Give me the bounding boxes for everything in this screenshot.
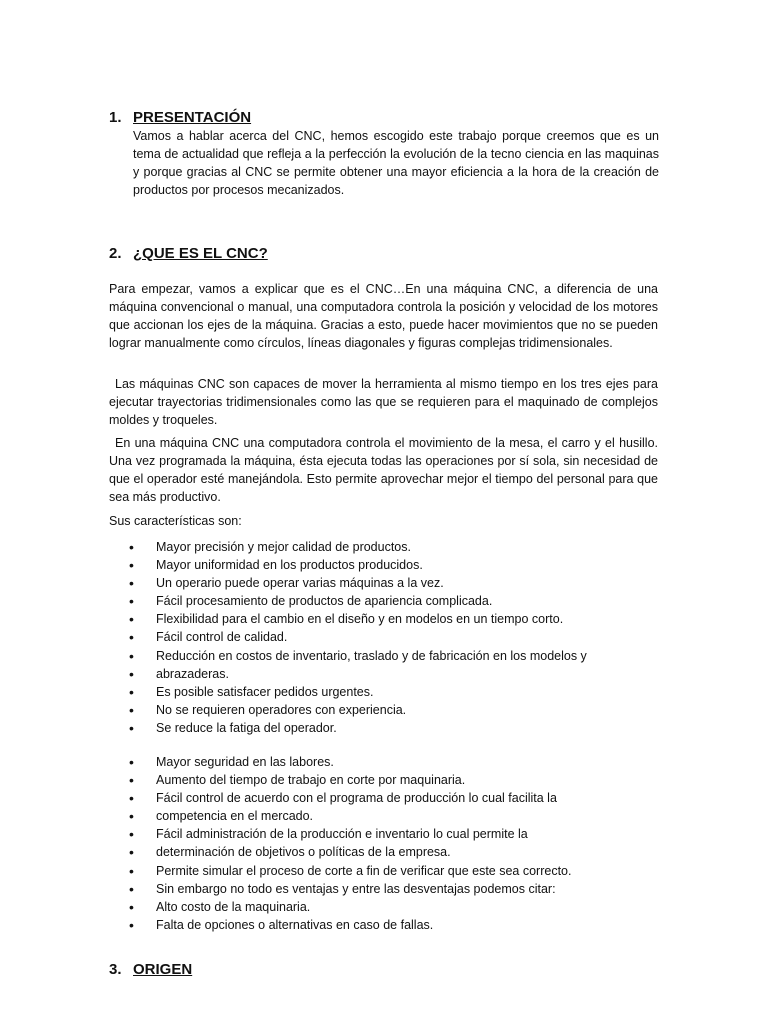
list-item: • Se reduce la fatiga del operador. bbox=[129, 719, 587, 737]
list-item: • Mayor precisión y mejor calidad de productos. bbox=[129, 538, 587, 556]
section-2-paragraph-1: Para empezar, vamos a explicar que es el CNC…En una máquina CNC, a diferencia de una máquina convencional o manual, una computadora controla la posición y velocidad de los motores que accionan los ejes de la máquina. Gracias a esto, puede hacer movimientos que no se pueden lograr manualmente como círculos, líneas diagonales y figuras complejas tridimensionales. bbox=[109, 282, 658, 350]
list-item: • No se requieren operadores con experiencia. bbox=[129, 701, 587, 719]
list-item: • Mayor uniformidad en los productos producidos. bbox=[129, 556, 587, 574]
list-item: • Mayor seguridad en las labores. bbox=[129, 753, 571, 771]
section-1-number: 1. bbox=[109, 109, 122, 126]
section-2-title: ¿QUE ES EL CNC? bbox=[133, 245, 268, 262]
list-item: • Fácil procesamiento de productos de apariencia complicada. bbox=[129, 592, 587, 610]
section-2-paragraph-3: En una máquina CNC una computadora controla el movimiento de la mesa, el carro y el husillo. Una vez programada la máquina, ésta ejecuta todas las operaciones por sí sola, sin necesidad de que el operador esté manejándola. Esto permite aprovechar mejor el tiempo del personal para que sea más productivo. bbox=[109, 436, 658, 504]
list-item: • Es posible satisfacer pedidos urgentes. bbox=[129, 683, 587, 701]
list-item: • Fácil control de calidad. bbox=[129, 628, 587, 646]
list-item: • Un operario puede operar varias máquinas a la vez. bbox=[129, 574, 587, 592]
list-item: • Flexibilidad para el cambio en el diseño y en modelos en un tiempo corto. bbox=[129, 610, 587, 628]
list-item: • determinación de objetivos o políticas de la empresa. bbox=[129, 843, 571, 861]
section-3-number: 3. bbox=[109, 961, 122, 978]
section-2-paragraph-2: Las máquinas CNC son capaces de mover la herramienta al mismo tiempo en los tres ejes para ejecutar trayectorias tridimensionales como las que se requieren para el maquinado de complejos moldes y troqueles. bbox=[109, 377, 658, 427]
section-1-heading bbox=[109, 109, 251, 126]
section-3-title: ORIGEN bbox=[133, 961, 193, 978]
section-1-title: PRESENTACIÓN bbox=[133, 109, 252, 126]
list-item: • Alto costo de la maquinaria. bbox=[129, 898, 571, 916]
section-2-number: 2. bbox=[109, 245, 122, 262]
list-item: • Fácil administración de la producción e inventario lo cual permite la bbox=[129, 825, 571, 843]
list-item: • Sin embargo no todo es ventajas y entre las desventajas podemos citar: bbox=[129, 880, 571, 898]
list-item: • Permite simular el proceso de corte a fin de verificar que este sea correcto. bbox=[129, 862, 571, 880]
list-item: • Aumento del tiempo de trabajo en corte por maquinaria. bbox=[129, 771, 571, 789]
list-item: • abrazaderas. bbox=[129, 665, 587, 683]
section-1-paragraph: Vamos a hablar acerca del CNC, hemos escogido este trabajo porque creemos que es un tema de actualidad que refleja a la perfección la evolución de la tecno ciencia en las maquinas y porque gracias al CNC se permite obtener una mayor eficiencia a la hora de la creación de productos por procesos mecanizados. bbox=[133, 129, 659, 197]
list-item: • competencia en el mercado. bbox=[129, 807, 571, 825]
features-list-b bbox=[129, 753, 571, 934]
list-item: • Reducción en costos de inventario, traslado y de fabricación en los modelos y bbox=[129, 647, 587, 665]
list-item: • Fácil control de acuerdo con el programa de producción lo cual facilita la bbox=[129, 789, 571, 807]
features-list-a bbox=[129, 538, 587, 737]
list-item: • Falta de opciones o alternativas en caso de fallas. bbox=[129, 916, 571, 934]
features-intro: Sus características son: bbox=[109, 514, 242, 528]
section-2-heading bbox=[109, 245, 268, 262]
section-3-heading bbox=[109, 961, 192, 978]
